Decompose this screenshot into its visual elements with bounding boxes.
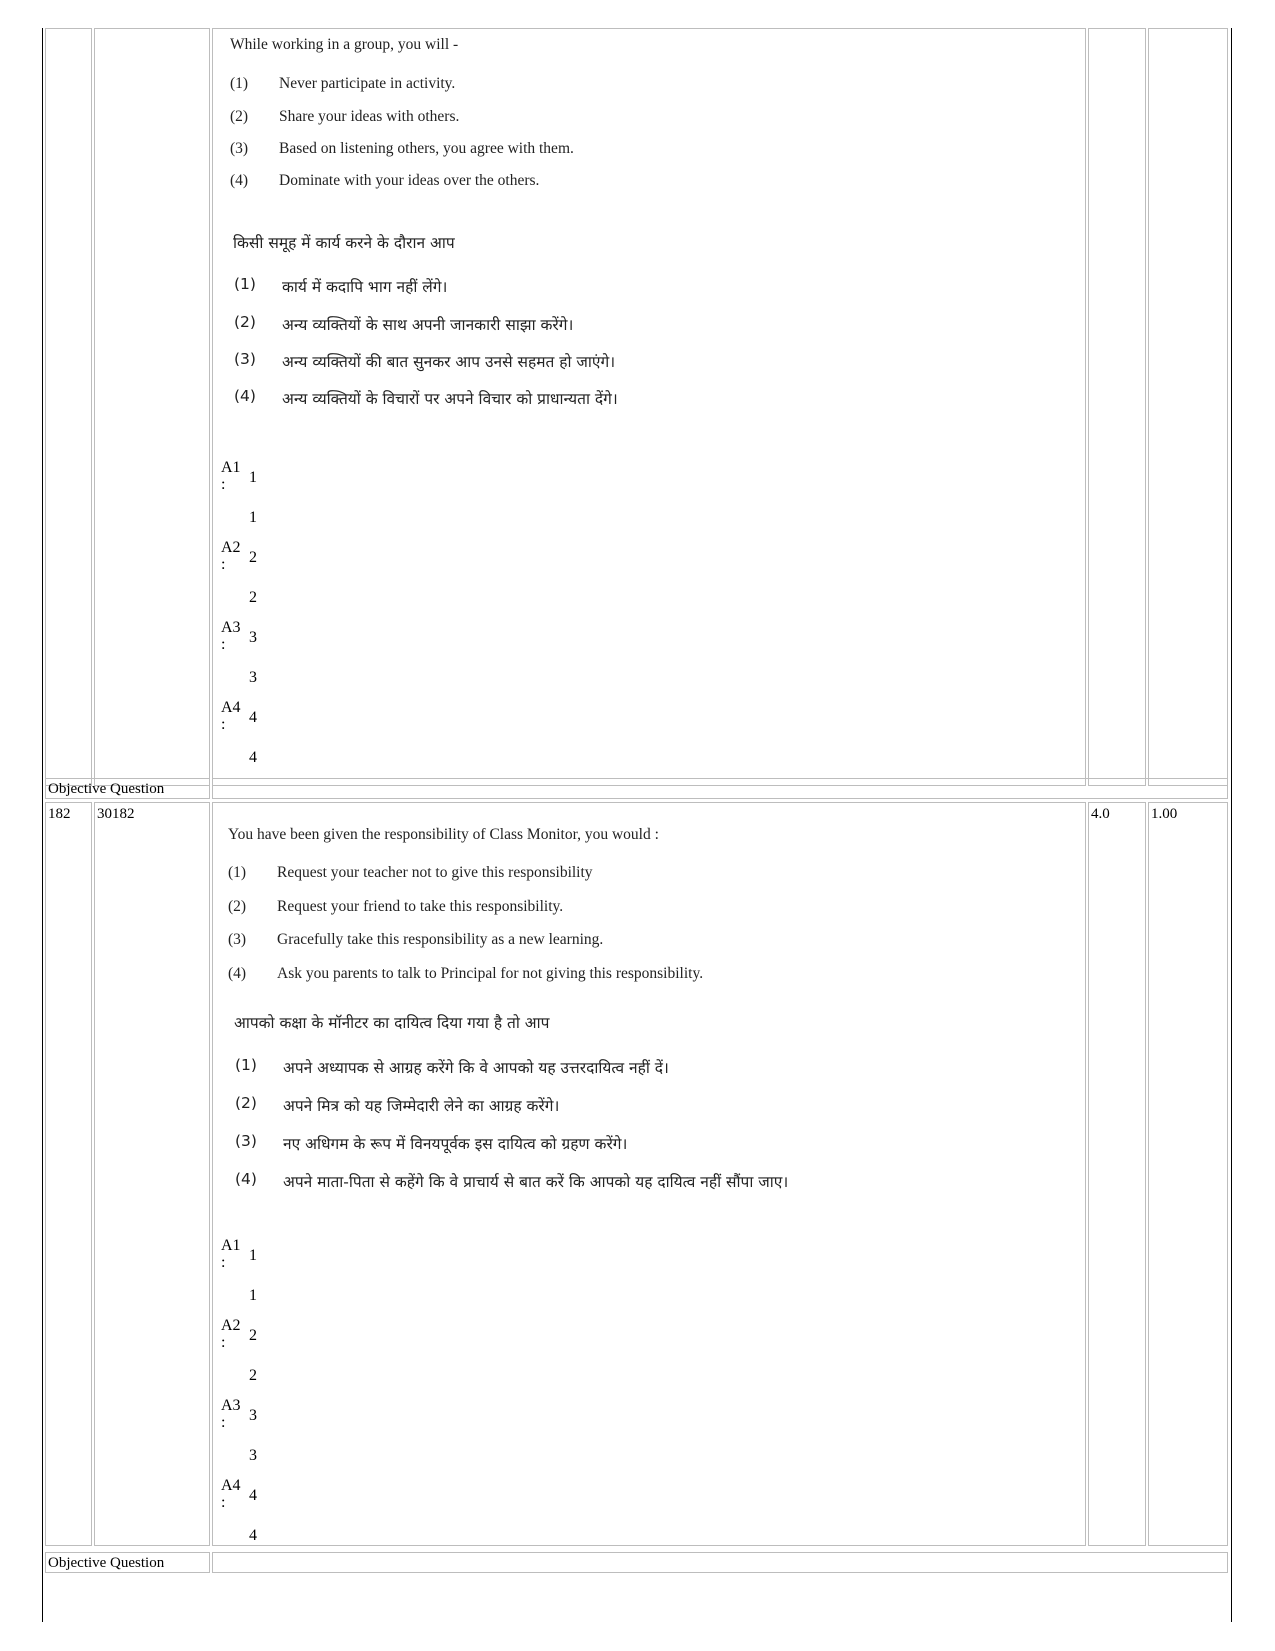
page-left-border (42, 28, 43, 1622)
q2-answer-3: A3 : 3 3 (221, 1397, 257, 1464)
q2-marks: 4.0 (1091, 806, 1110, 822)
q1-answer-1: A1 : 1 1 (221, 459, 257, 526)
q2-question-image: You have been given the responsibility of Class Monitor, you would : (1) Request your teacher not to give this responsibility (2) Request your friend to take this responsibility. (3) Gracefully take this responsibility as a new learning. (4) Ask you parents to talk to Principal for not giving this responsibility. आपको कक्षा के मॉनीटर का दायित्व दिया गया है तो आप (1) अपने अध्यापक से आग्रह करेंगे कि वे आपको यह उत्तरदायित्व नहीं दें। (2) अपने मित्र को यह जिम्मेदारी लेने का आग्रह करेंगे। (3) नए अधिगम के रूप में विनयपूर्वक इस दायित्व को ग्रहण करेंगे। (4) अपने माता-पिता से कहेंगे कि वे प्राचार्य से बात करें कि आपको यह दायित्व नहीं सौंपा जाए। (228, 826, 789, 1191)
q1-stem-en: While working in a group, you will - (230, 36, 459, 53)
q2-marks-cell (1088, 802, 1146, 1546)
q2-serial-cell (45, 802, 92, 1546)
q1-marks-cell (1088, 28, 1146, 786)
q1-question-image: While working in a group, you will - (1) Never participate in activity. (2) Share your ideas with others. (3) Based on listening others, you agree with them. (4) Dominate with your ideas over the others. किसी समूह में कार्य करने के दौरान आप (1) कार्य में कदापि भाग नहीं लेंगे। (2) अन्य व्यक्तियों के साथ अपनी जानकारी साझा करेंगे। (3) अन्य व्यक्तियों की बात सुनकर आप उनसे सहमत हो जाएंगे। (4) अन्य व्यक्तियों के विचारों पर अपने विचार को प्राधान्यता देंगे। (230, 36, 618, 408)
q2-question-type: Objective Question (48, 1555, 165, 1571)
q1-negative-cell (1148, 28, 1228, 786)
q2-serial-number: 182 (48, 806, 71, 822)
q1-type-filler-cell (212, 778, 1228, 799)
q2-stem-en: You have been given the responsibility of Class Monitor, you would : (228, 826, 659, 843)
q2-stem-hi: आपको कक्षा के मॉनीटर का दायित्व दिया गया है तो आप (234, 1014, 550, 1032)
q1-answer-2: A2 : 2 2 (221, 539, 257, 606)
q2-answer-4: A4 : 4 4 (221, 1477, 257, 1544)
q2-negative-marks: 1.00 (1151, 806, 1178, 822)
q1-question-type: Objective Question (48, 781, 165, 797)
q2-negative-cell (1148, 802, 1228, 1546)
q2-question-id: 30182 (97, 806, 135, 822)
q2-id-cell (94, 802, 210, 1546)
q1-answer-4: A4 : 4 4 (221, 699, 257, 766)
page-right-border (1231, 28, 1232, 1622)
q2-answer-2: A2 : 2 2 (221, 1317, 257, 1384)
q1-serial-cell (45, 28, 92, 786)
q1-stem-hi: किसी समूह में कार्य करने के दौरान आप (233, 234, 455, 252)
q1-answer-3: A3 : 3 3 (221, 619, 257, 686)
q2-type-filler-cell (212, 1552, 1228, 1573)
q1-id-cell (94, 28, 210, 786)
q2-answer-1: A1 : 1 1 (221, 1237, 257, 1304)
